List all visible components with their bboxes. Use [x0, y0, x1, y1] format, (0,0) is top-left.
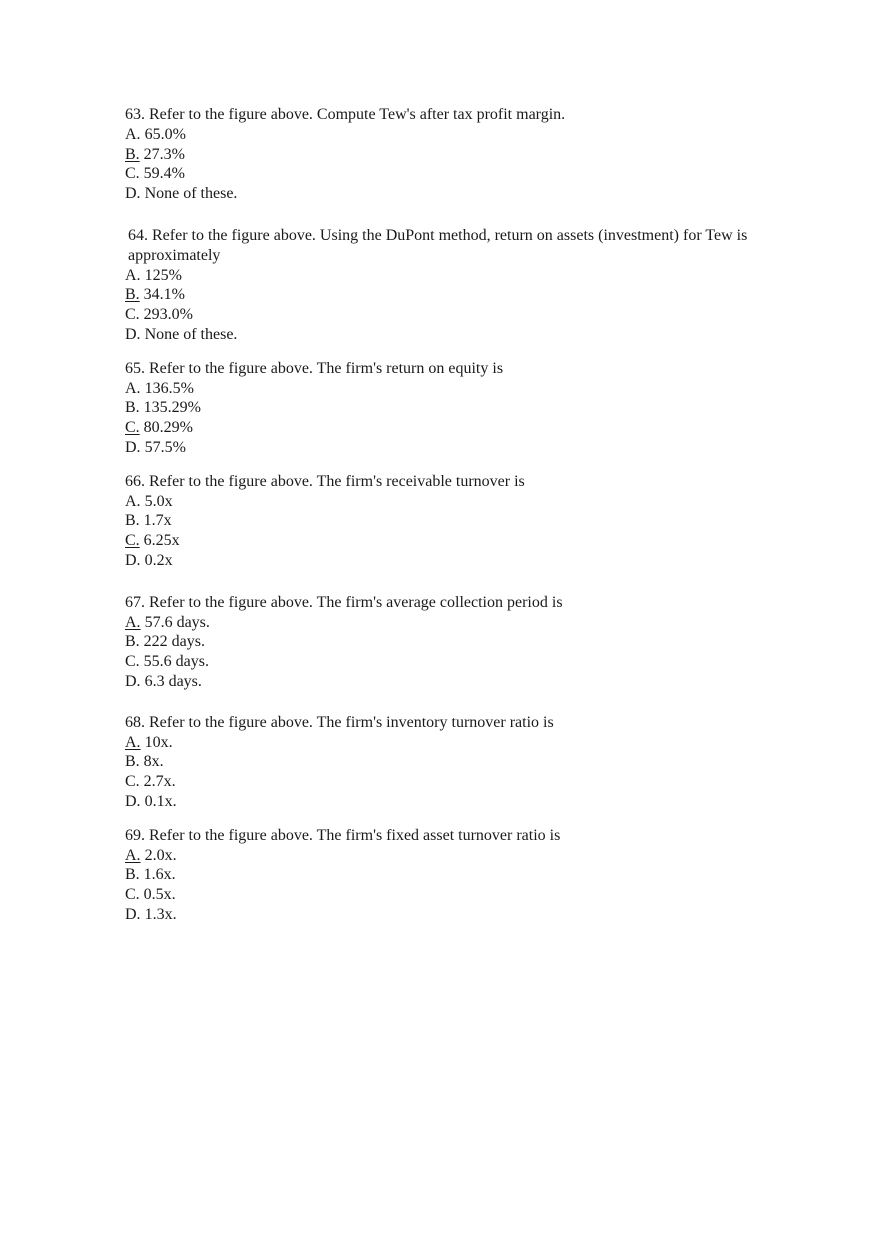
option-text: 1.7x — [143, 512, 172, 530]
option-c — [125, 885, 765, 905]
option-text: 125% — [144, 266, 182, 284]
option-text: 80.29% — [143, 419, 193, 437]
option-b — [125, 511, 765, 531]
option-d — [125, 438, 765, 458]
option-letter: C. — [125, 886, 140, 904]
option-a — [125, 266, 765, 286]
option-letter: A. — [125, 266, 141, 284]
option-letter: D. — [125, 792, 141, 810]
correct-option-letter: A. — [125, 846, 141, 864]
option-text: 34.1% — [143, 286, 185, 304]
option-text: 6.25x — [143, 532, 180, 550]
option-letter: D. — [125, 185, 141, 203]
option-text: 27.3% — [143, 145, 185, 163]
question-67 — [125, 593, 765, 692]
question-stem: 63. Refer to the figure above. Compute Tew's after tax profit margin. — [125, 106, 566, 123]
option-d — [125, 905, 765, 925]
correct-option-letter: A. — [125, 613, 141, 631]
option-text: 0.1x. — [144, 792, 177, 810]
option-c — [125, 305, 765, 325]
question-sheet — [125, 105, 765, 925]
question-stem: 65. Refer to the figure above. The firm's return on equity is — [125, 359, 504, 377]
option-a — [125, 125, 765, 145]
option-text: None of these. — [144, 325, 238, 343]
question-64 — [125, 226, 765, 345]
option-d — [125, 672, 765, 692]
option-letter: B. — [125, 633, 140, 651]
option-text: 222 days. — [143, 633, 205, 651]
question-stem: 69. Refer to the figure above. The firm's fixed asset turnover ratio is — [125, 826, 561, 844]
option-c — [125, 418, 765, 438]
option-b — [125, 632, 765, 652]
correct-option-letter: B. — [125, 286, 140, 304]
option-text: 5.0x — [144, 492, 173, 510]
option-text: None of these. — [144, 185, 238, 203]
correct-option-letter: C. — [125, 532, 140, 550]
correct-option-letter: C. — [125, 419, 140, 437]
option-text: 6.3 days. — [144, 672, 202, 690]
option-letter: A. — [125, 379, 141, 397]
question-66 — [125, 472, 765, 571]
option-d — [125, 551, 765, 571]
option-c — [125, 531, 765, 551]
option-letter: B. — [125, 753, 140, 771]
option-text: 0.2x — [144, 551, 173, 569]
question-68 — [125, 713, 765, 812]
option-text: 1.6x. — [143, 866, 176, 884]
option-text: 1.3x. — [144, 905, 177, 923]
option-d — [125, 792, 765, 812]
option-letter: B. — [125, 866, 140, 884]
option-letter: D. — [125, 672, 141, 690]
option-b — [125, 752, 765, 772]
option-text: 293.0% — [143, 306, 193, 324]
question-stem: 68. Refer to the figure above. The firm's inventory turnover ratio is — [125, 713, 554, 731]
option-b — [125, 285, 765, 305]
question-stem: 67. Refer to the figure above. The firm's average collection period is — [125, 593, 563, 611]
option-a — [125, 492, 765, 512]
option-c — [125, 164, 765, 184]
option-a — [125, 379, 765, 399]
correct-option-letter: A. — [125, 733, 141, 751]
option-c — [125, 772, 765, 792]
option-c — [125, 652, 765, 672]
option-text: 59.4% — [143, 165, 185, 183]
option-a — [125, 846, 765, 866]
option-a — [125, 733, 765, 753]
option-letter: D. — [125, 325, 141, 343]
option-text: 8x. — [143, 753, 164, 771]
option-text: 2.7x. — [143, 773, 176, 791]
option-text: 57.5% — [144, 438, 186, 456]
option-letter: C. — [125, 653, 140, 671]
option-letter: D. — [125, 551, 141, 569]
option-b — [125, 145, 765, 165]
option-text: 2.0x. — [144, 846, 177, 864]
option-letter: B. — [125, 399, 140, 417]
option-a — [125, 613, 765, 633]
option-text: 0.5x. — [143, 886, 176, 904]
option-letter: D. — [125, 905, 141, 923]
question-63 — [125, 105, 765, 204]
option-text: 10x. — [144, 733, 173, 751]
option-letter: C. — [125, 306, 140, 324]
option-letter: B. — [125, 512, 140, 530]
option-letter: A. — [125, 492, 141, 510]
option-letter: C. — [125, 773, 140, 791]
option-text: 55.6 days. — [143, 653, 209, 671]
question-65 — [125, 359, 765, 458]
option-text: 65.0% — [144, 125, 186, 143]
option-text: 57.6 days. — [144, 613, 210, 631]
question-69 — [125, 826, 765, 925]
option-d — [125, 184, 765, 204]
option-text: 135.29% — [143, 399, 201, 417]
option-d — [125, 325, 765, 345]
option-letter: A. — [125, 125, 141, 143]
question-stem: 66. Refer to the figure above. The firm's receivable turnover is — [125, 472, 525, 490]
option-b — [125, 398, 765, 418]
question-stem: 64. Refer to the figure above. Using the DuPont method, return on assets (investment) for Tew is approximately — [128, 226, 748, 264]
option-letter: C. — [125, 165, 140, 183]
option-b — [125, 865, 765, 885]
option-letter: D. — [125, 438, 141, 456]
correct-option-letter: B. — [125, 145, 140, 163]
option-text: 136.5% — [144, 379, 194, 397]
